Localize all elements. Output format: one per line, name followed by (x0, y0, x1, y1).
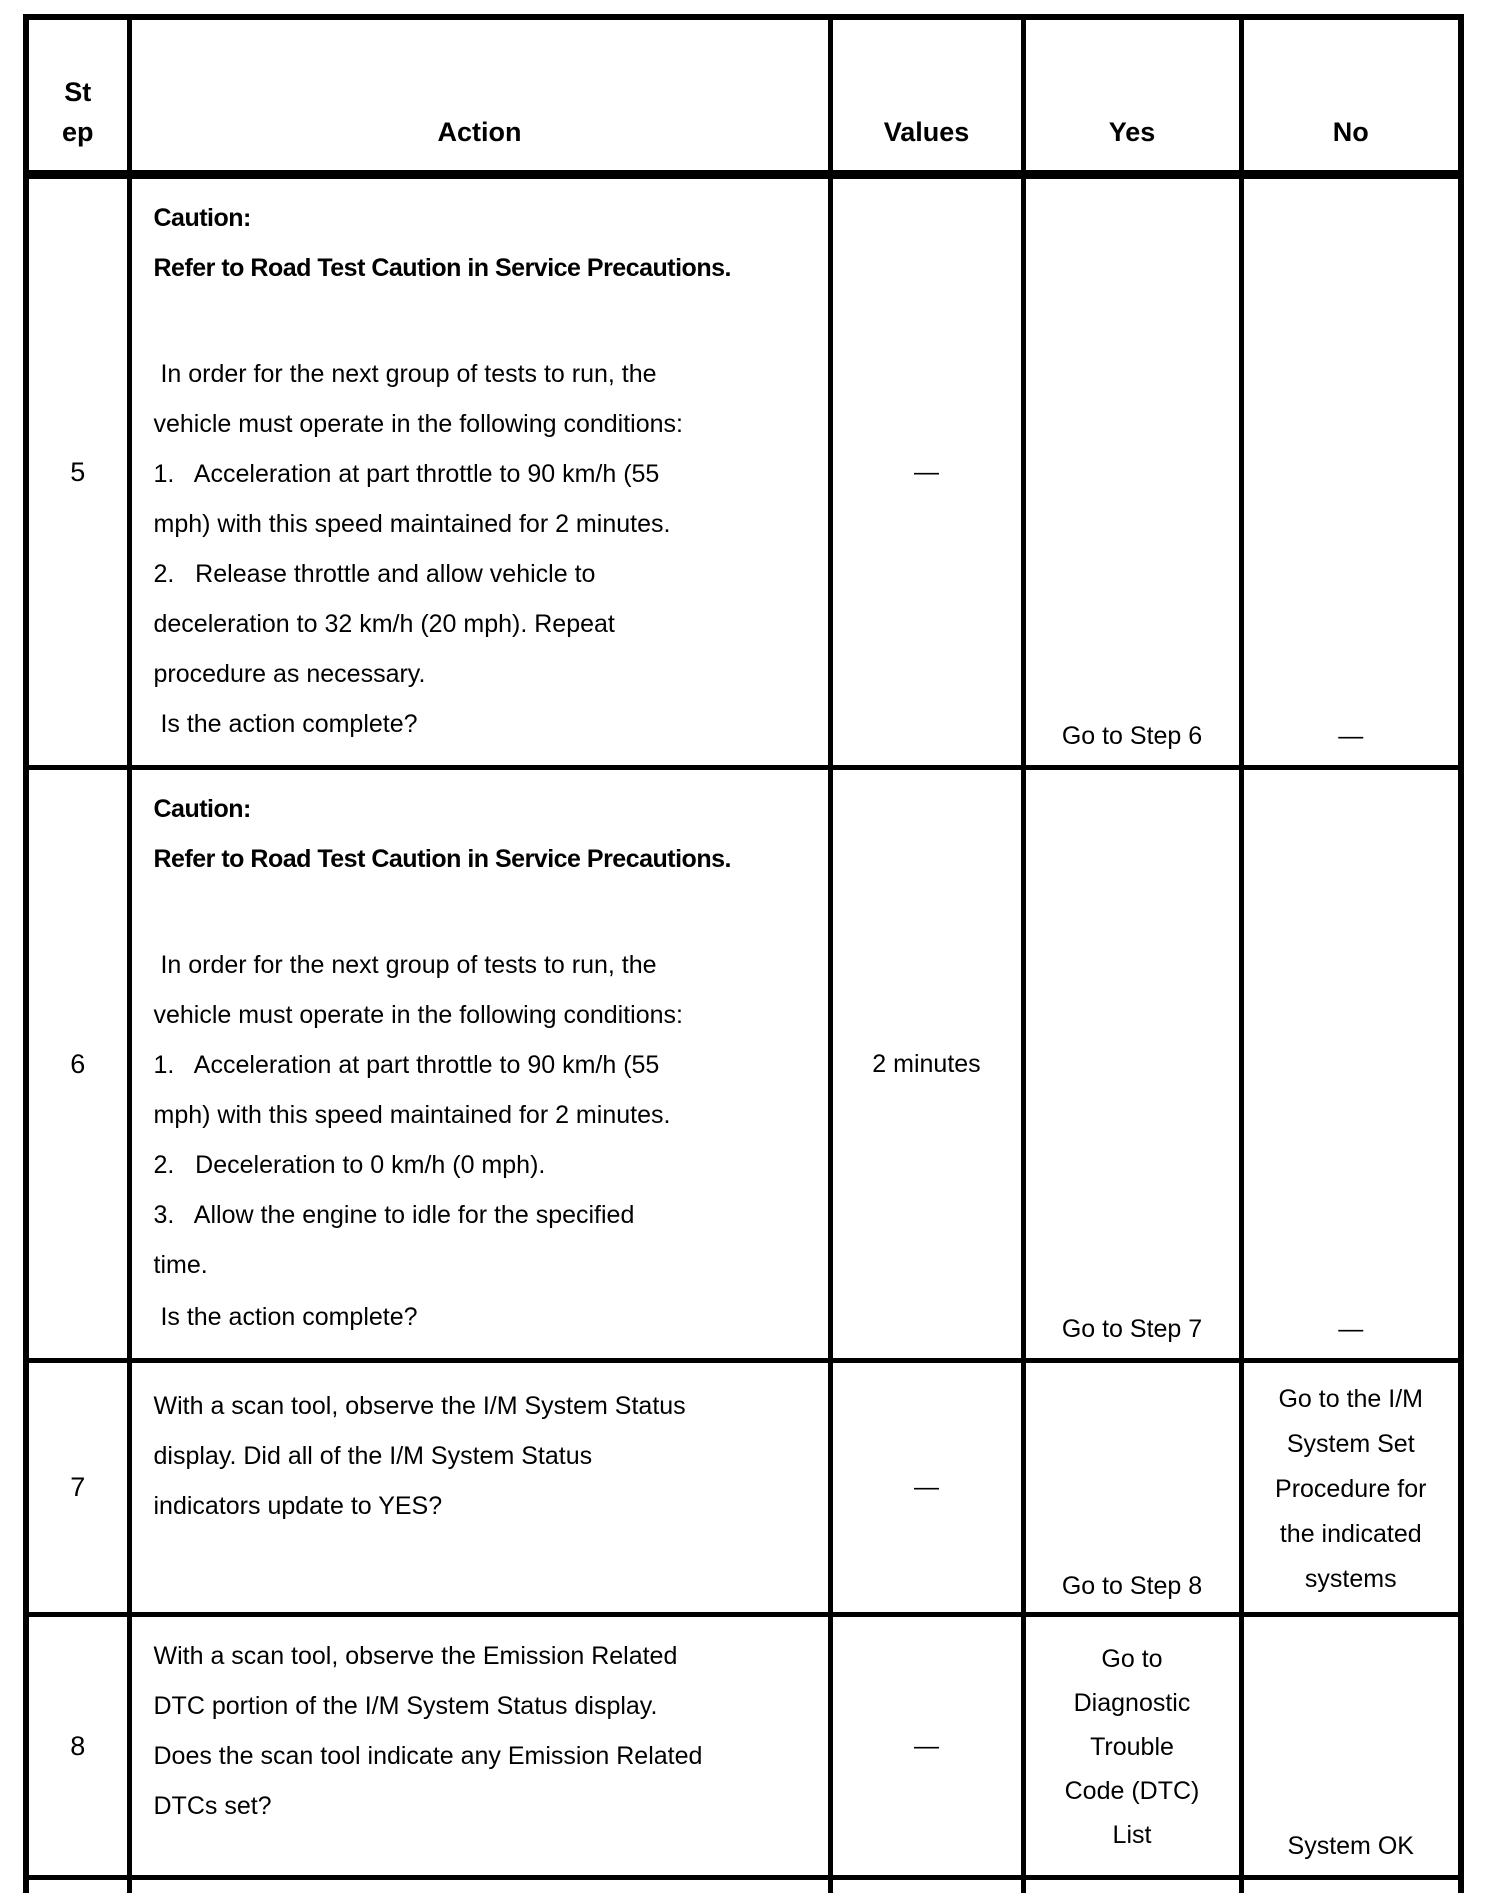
header-action (132, 20, 828, 170)
header-step-line2: ep (62, 112, 94, 152)
header-yes-label: Yes (1109, 112, 1156, 152)
table-row-step-7 (26, 1361, 1461, 1615)
action-line: vehicle must operate in the following conditions: (154, 990, 824, 1040)
action-line: deceleration to 32 km/h (20 mph). Repeat (154, 599, 824, 649)
caution-heading: Caution: (154, 784, 824, 834)
yes-cell (1026, 179, 1239, 765)
diagnostic-table (23, 14, 1464, 1893)
yes-cell (1026, 1617, 1239, 1875)
table-stub-cell (1023, 1878, 1241, 1893)
action-line: DTCs set? (154, 1781, 824, 1831)
header-values (833, 20, 1021, 170)
step-number-label: 8 (70, 1731, 85, 1762)
yes-cell (1026, 1363, 1239, 1612)
table-row-step-6 (26, 768, 1461, 1361)
values-dash: — (914, 1732, 939, 1761)
table-row-step-8 (26, 1615, 1461, 1878)
step-number (29, 1363, 127, 1612)
action-line: procedure as necessary. (154, 649, 824, 699)
yes-line: Code (DTC) (1065, 1769, 1200, 1813)
step-number (29, 770, 127, 1358)
table-stub-cell (26, 1878, 129, 1893)
step-number-label: 7 (70, 1472, 85, 1503)
header-no-label: No (1333, 112, 1369, 152)
action-line: In order for the next group of tests to run, the (154, 349, 824, 399)
table-stub-cell (1241, 1878, 1461, 1893)
action-line: mph) with this speed maintained for 2 minutes. (154, 499, 824, 549)
action-line: With a scan tool, observe the I/M System Status (154, 1381, 824, 1431)
yes-line: Diagnostic (1074, 1681, 1191, 1725)
action-line: indicators update to YES? (154, 1481, 824, 1531)
action-cell (132, 179, 828, 765)
header-no (1244, 20, 1459, 170)
caution-text: Refer to Road Test Caution in Service Precautions. (154, 243, 824, 293)
table-header-row (26, 17, 1461, 175)
action-line: 2. Release throttle and allow vehicle to (154, 549, 824, 599)
table-stub-cell (830, 1878, 1023, 1893)
header-yes (1026, 20, 1239, 170)
action-line: mph) with this speed maintained for 2 minutes. (154, 1090, 824, 1140)
values-cell (833, 1363, 1021, 1612)
caution-text: Refer to Road Test Caution in Service Precautions. (154, 834, 824, 884)
step-action-table (23, 14, 1464, 1893)
values-dash: — (914, 1473, 939, 1502)
no-line: systems (1305, 1557, 1397, 1602)
values-label: 2 minutes (872, 1050, 980, 1079)
action-cell (132, 1617, 828, 1875)
no-cell (1244, 1617, 1459, 1875)
action-line: display. Did all of the I/M System Status (154, 1431, 824, 1481)
action-line: DTC portion of the I/M System Status display. (154, 1681, 824, 1731)
yes-line: Trouble (1090, 1725, 1174, 1769)
values-cell (833, 179, 1021, 765)
header-step (29, 20, 127, 170)
yes-line: List (1113, 1813, 1152, 1857)
action-line: In order for the next group of tests to run, the (154, 940, 824, 990)
caution-heading: Caution: (154, 193, 824, 243)
no-dash: — (1338, 1313, 1363, 1345)
table-row-step-5 (26, 175, 1461, 768)
step-number (29, 179, 127, 765)
no-line: Go to the I/M (1278, 1377, 1423, 1422)
yes-goto-label: Go to Step 6 (1062, 720, 1202, 752)
yes-line: Go to (1101, 1637, 1162, 1681)
table-stub-row (26, 1878, 1461, 1893)
no-cell (1244, 770, 1459, 1358)
values-dash: — (914, 458, 939, 487)
action-line: vehicle must operate in the following conditions: (154, 399, 824, 449)
table-stub-cell (129, 1878, 830, 1893)
no-cell (1244, 1363, 1459, 1612)
header-action-label: Action (438, 112, 522, 152)
action-line: 2. Deceleration to 0 km/h (0 mph). (154, 1140, 824, 1190)
no-line: Procedure for (1275, 1467, 1426, 1512)
header-values-label: Values (884, 112, 970, 152)
values-cell (833, 1617, 1021, 1875)
action-question: Is the action complete? (154, 699, 824, 749)
step-number-label: 6 (70, 1049, 85, 1080)
no-line: the indicated (1280, 1512, 1422, 1557)
action-line: Does the scan tool indicate any Emission Related (154, 1731, 824, 1781)
action-question: Is the action complete? (154, 1292, 824, 1342)
no-line: System Set (1287, 1422, 1415, 1467)
header-step-line1: St (64, 72, 91, 112)
no-label: System OK (1288, 1830, 1414, 1862)
step-number (29, 1617, 127, 1875)
yes-goto-label: Go to Step 8 (1062, 1570, 1202, 1602)
no-dash: — (1338, 720, 1363, 752)
action-cell (132, 770, 828, 1358)
action-line: 1. Acceleration at part throttle to 90 km/h (55 (154, 449, 824, 499)
no-cell (1244, 179, 1459, 765)
action-line: 1. Acceleration at part throttle to 90 km/h (55 (154, 1040, 824, 1090)
step-number-label: 5 (70, 457, 85, 488)
action-line: With a scan tool, observe the Emission Related (154, 1631, 824, 1681)
values-cell (833, 770, 1021, 1358)
yes-goto-label: Go to Step 7 (1062, 1313, 1202, 1345)
action-line: time. (154, 1240, 824, 1290)
action-cell (132, 1363, 828, 1612)
action-line: 3. Allow the engine to idle for the specified (154, 1190, 824, 1240)
yes-cell (1026, 770, 1239, 1358)
